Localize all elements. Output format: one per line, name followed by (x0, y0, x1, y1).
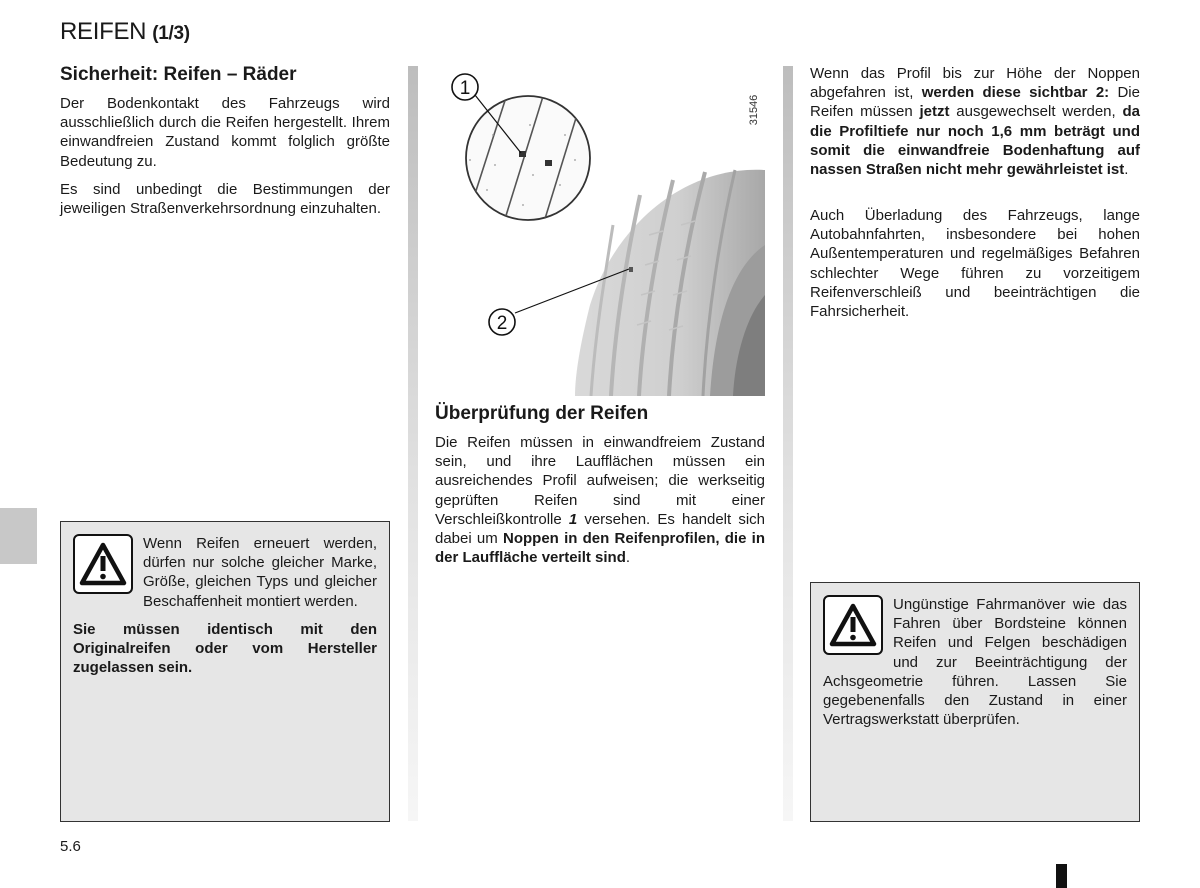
middle-text-end: . (625, 549, 631, 567)
right-text-bold3: da die Profiltiefe nur noch 1,6 mm beträgt und somit die einwandfreie Bodenhaftung auf nassen Straßen nicht mehr gewährleistet ist (810, 103, 1140, 179)
warning-left-bold: Sie müssen identisch mit den Originalreifen oder vom Hersteller zugelassen sein. (73, 620, 377, 677)
page-title-part: (1/3) (152, 23, 190, 44)
right-text-b: Die Reifen müssen (810, 84, 1140, 121)
right-text-c: ausgewechselt werden, (949, 103, 1123, 121)
middle-paragraph (435, 433, 765, 567)
right-text-bold1: werden diese sichtbar 2: (921, 84, 1110, 102)
left-paragraph-2: Es sind unbedingt die Bestimmungen der jeweiligen Straßenverkehrsordnung einzuhalten. (60, 181, 390, 218)
callout-2: 2 (496, 313, 508, 334)
page-number: 5.6 (60, 838, 81, 855)
tire-figure (435, 65, 765, 396)
warning-triangle-icon (823, 595, 883, 655)
right-paragraph-2: Auch Überladung des Fahrzeugs, lange Autobahnfahrten, insbesondere bei hohen Außentemperaturen und regelmäßiges Befahren schlechter Wege führen zu vorzeitigem Reifenverschleiß und beeinträchtigen die Fahrsicherheit. (810, 207, 1140, 321)
column-divider-left (408, 66, 418, 821)
column-divider-right (783, 66, 793, 821)
tire-illustration (435, 65, 765, 396)
section-tab (0, 508, 37, 564)
middle-text-bold: Noppen in den Reifenprofilen, die in der Lauffläche verteilt sind (435, 530, 766, 567)
warning-box-right (810, 582, 1140, 822)
middle-text-b: versehen. Es handelt sich dabei um (435, 510, 765, 548)
left-paragraph-1: Der Bodenkontakt des Fahrzeugs wird ausschließlich durch die Reifen hergestellt. Ihrem einwandfreien Zustand kommt folglich größte Bedeutung zu. (60, 95, 390, 170)
right-paragraph-1 (810, 64, 1140, 179)
warning-left-text: Wenn Reifen erneuert werden, dürfen nur solche gleicher Marke, Größe, gleichen Typs und gleicher Beschaffenheit montiert werden. (143, 535, 377, 610)
right-text-a: Wenn das Profil bis zur Höhe der Noppen abgefahren ist, (810, 65, 1140, 102)
left-heading: Sicherheit: Reifen – Räder (60, 64, 297, 85)
page-corner-mark (1056, 864, 1067, 888)
warning-box-left (60, 521, 390, 822)
figure-code: 31546 (748, 94, 760, 126)
page-title (60, 18, 190, 46)
page-title-text: REIFEN (60, 18, 147, 45)
right-text-bold2: jetzt (919, 103, 950, 121)
middle-text-number: 1 (568, 510, 578, 528)
warning-triangle-icon (73, 534, 133, 594)
right-text-end: . (1124, 161, 1129, 179)
warning-right-text: Ungünstige Fahrmanöver wie das Fahren über Bordsteine können Reifen und Felgen beschädigen und zur Beeinträchtigung der Achsgeometrie führen. Lassen Sie gegebenenfalls den Zustand in einer Vertragswerkstatt überprüfen. (823, 596, 1127, 729)
callout-1: 1 (459, 78, 471, 99)
middle-heading: Überprüfung der Reifen (435, 403, 649, 424)
middle-text-a: Die Reifen müssen in einwandfreiem Zustand sein, und ihre Laufflächen müssen ein ausreichendes Profil aufweisen; die werkseitig geprüften Reifen sind mit einer Verschleißkontrolle (435, 434, 765, 528)
